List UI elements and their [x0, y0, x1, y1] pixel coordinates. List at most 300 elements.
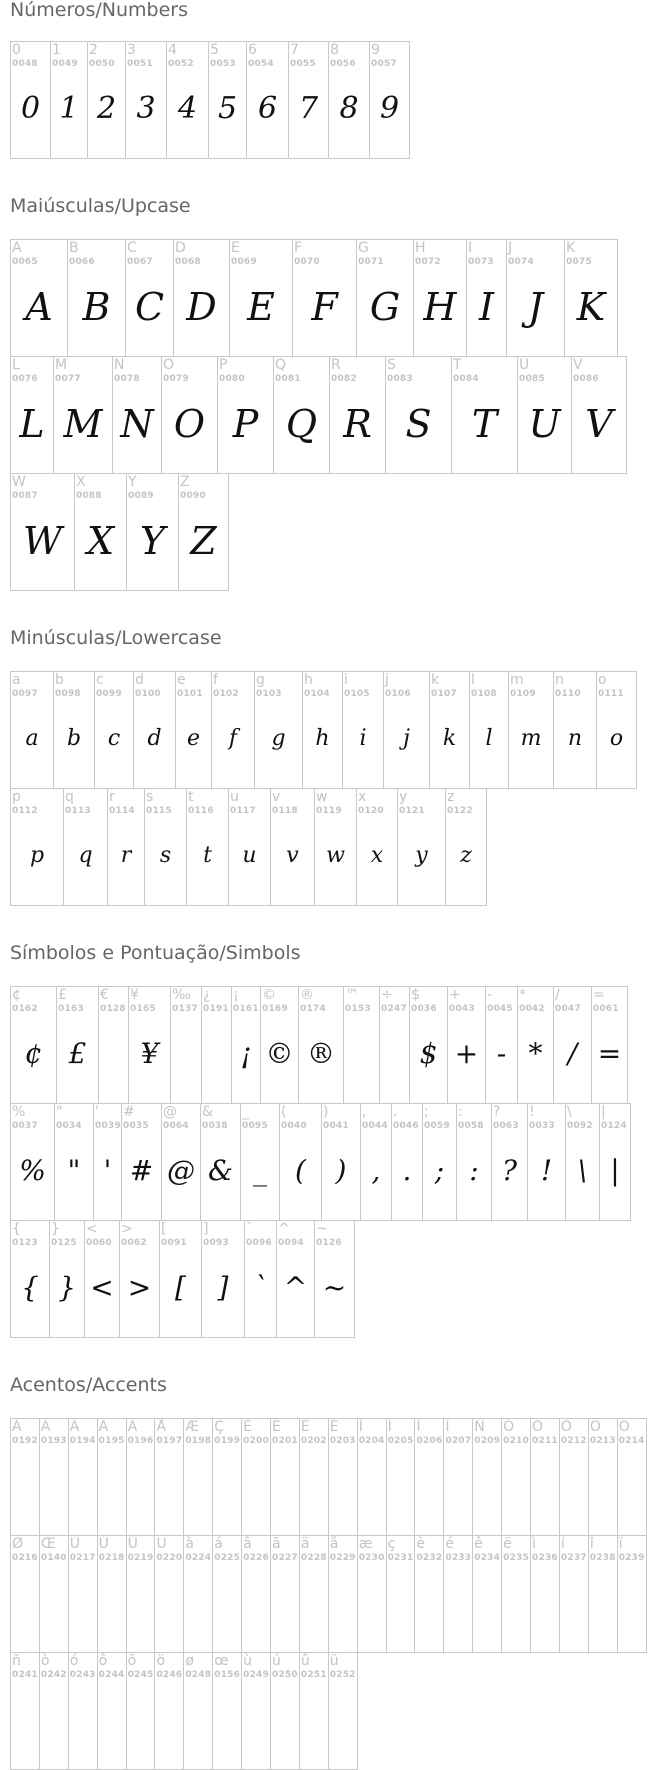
glyph-cell: [208, 41, 247, 159]
character-label: `: [246, 1221, 253, 1237]
character-code: 0116: [188, 806, 214, 816]
character-code: 0092: [567, 1121, 593, 1131]
character-code: 0235: [503, 1553, 529, 1563]
glyph-cell: [617, 1535, 647, 1653]
glyph-cell: [469, 671, 509, 789]
character-label: í: [560, 1536, 565, 1552]
character-code: 0065: [12, 257, 38, 267]
glyph-cell: [10, 1220, 50, 1338]
character-label: C: [127, 240, 137, 256]
character-code: 0204: [358, 1436, 385, 1446]
character-code: 0107: [431, 689, 457, 699]
glyph-cell: [93, 1103, 122, 1221]
character-label: [: [161, 1221, 167, 1237]
character-code: 0038: [202, 1121, 228, 1131]
character-code: 0037: [12, 1121, 38, 1131]
glyph-cell: [445, 788, 487, 906]
glyph-cell: [228, 788, 271, 906]
character-code: 0111: [598, 689, 624, 699]
glyph-cell: [491, 1103, 528, 1221]
glyph-cell: [212, 1418, 242, 1536]
glyph-cell: [559, 1535, 589, 1653]
glyph-cell: [186, 788, 229, 906]
glyph-cell: [413, 239, 467, 357]
character-label: <: [86, 1221, 98, 1237]
character-code: 0137: [172, 1004, 198, 1014]
glyph-cell: [456, 1103, 492, 1221]
character-label: å: [329, 1536, 339, 1552]
character-code: 0036: [411, 1004, 437, 1014]
character-label: N: [114, 357, 125, 373]
glyph-sample: R: [343, 402, 372, 447]
glyph-cell: [183, 1652, 213, 1770]
character-code: 0079: [163, 374, 189, 384]
character-code: 0069: [231, 257, 257, 267]
character-label: ù: [243, 1653, 252, 1669]
glyph-sample: .: [402, 1154, 412, 1188]
glyph-cell: [517, 356, 572, 474]
glyph-cell: [53, 671, 95, 789]
character-code: 0202: [300, 1436, 327, 1446]
character-label: !: [529, 1104, 535, 1120]
glyph-cell: [369, 41, 410, 159]
character-label: P: [219, 357, 228, 373]
glyph-cell: [98, 986, 129, 1104]
character-label: ú: [272, 1653, 281, 1669]
glyph-sample: E: [247, 285, 275, 330]
character-label: Ç: [214, 1419, 225, 1435]
glyph-cell: [414, 1418, 444, 1536]
glyph-cell: [201, 986, 232, 1104]
character-label: z: [447, 789, 455, 805]
glyph-sample: H: [423, 285, 457, 330]
character-label: ô: [98, 1653, 108, 1669]
glyph-cell: [201, 1220, 245, 1338]
glyph-cell: [343, 986, 380, 1104]
character-label: \: [567, 1104, 572, 1120]
glyph-sample: d: [147, 726, 162, 752]
character-code: 0080: [219, 374, 245, 384]
glyph-sample: c: [107, 726, 121, 752]
character-label: ^: [278, 1221, 290, 1237]
glyph-cell: [161, 1103, 201, 1221]
character-label: à: [185, 1536, 194, 1552]
character-code: 0233: [445, 1553, 472, 1563]
character-code: 0225: [214, 1553, 241, 1563]
character-code: 0128: [100, 1004, 126, 1014]
glyph-cell: [501, 1418, 531, 1536]
character-label: Q: [275, 357, 287, 373]
glyph-sample: B: [82, 285, 111, 330]
character-label: n: [555, 672, 564, 688]
character-code: 0112: [12, 806, 38, 816]
character-code: 0211: [532, 1436, 558, 1446]
glyph-cell: [260, 986, 299, 1104]
character-code: 0097: [12, 689, 38, 699]
character-code: 0227: [272, 1553, 298, 1563]
character-label: G: [358, 240, 369, 256]
glyph-cell: [530, 1535, 560, 1653]
glyph-cell: [588, 1535, 618, 1653]
character-label: ®: [300, 987, 314, 1003]
glyph-cell: [217, 356, 274, 474]
character-code: 0062: [121, 1238, 147, 1248]
character-code: 0098: [55, 689, 81, 699]
character-code: 0084: [453, 374, 479, 384]
character-label: á: [214, 1536, 223, 1552]
glyph-sample: y: [415, 843, 428, 869]
character-code: 0234: [474, 1553, 501, 1563]
character-code: 0165: [130, 1004, 156, 1014]
character-label: ã: [272, 1536, 281, 1552]
glyph-cell: [212, 1652, 242, 1770]
character-label: Œ: [40, 1536, 56, 1552]
glyph-cell: [386, 1535, 416, 1653]
glyph-sample: x: [370, 843, 384, 869]
character-label: V: [573, 357, 583, 373]
character-code: 0082: [331, 374, 357, 384]
glyph-sample: e: [186, 726, 201, 752]
glyph-cell: [292, 239, 357, 357]
glyph-cell: [128, 986, 171, 1104]
glyph-cell: [97, 1535, 127, 1653]
character-label: ä: [300, 1536, 310, 1552]
character-code: 0220: [156, 1553, 183, 1563]
glyph-sample: ~: [322, 1271, 347, 1305]
glyph-cell: [125, 239, 174, 357]
character-label: ;: [424, 1104, 429, 1120]
character-code: 0121: [399, 806, 425, 816]
character-code: 0114: [109, 806, 135, 816]
character-code: 0209: [474, 1436, 501, 1446]
glyph-sample: 9: [379, 91, 400, 127]
glyph-sample: {: [21, 1271, 39, 1305]
character-code: 0252: [329, 1670, 356, 1680]
character-label: Á: [40, 1419, 51, 1435]
character-code: 0093: [203, 1238, 229, 1248]
glyph-cell: [599, 1103, 631, 1221]
character-code: 0067: [127, 257, 153, 267]
glyph-cell: [328, 1652, 358, 1770]
glyph-sample: C: [134, 285, 165, 330]
glyph-sample: q: [78, 843, 93, 869]
character-code: 0236: [532, 1553, 558, 1563]
glyph-sample: G: [369, 285, 401, 330]
glyph-sample: r: [120, 843, 132, 869]
glyph-cell: [279, 1103, 322, 1221]
character-label: Ú: [98, 1536, 109, 1552]
glyph-cell: [527, 1103, 566, 1221]
glyph-sample: g: [271, 726, 286, 752]
character-code: 0249: [243, 1670, 269, 1680]
glyph-sample: %: [19, 1154, 46, 1188]
character-code: 0153: [345, 1004, 371, 1014]
glyph-sample: #: [129, 1154, 154, 1188]
character-code: 0230: [358, 1553, 385, 1563]
character-code: 0126: [316, 1238, 342, 1248]
character-label: w: [316, 789, 328, 805]
character-label: 7: [290, 42, 299, 58]
character-code: 0242: [40, 1670, 67, 1680]
character-code: 0212: [560, 1436, 587, 1446]
character-code: 0053: [210, 59, 236, 69]
character-label: Õ: [589, 1419, 601, 1435]
character-label: ‰: [172, 987, 191, 1003]
character-code: 0207: [445, 1436, 472, 1446]
character-code: 0200: [243, 1436, 269, 1446]
character-label: Æ: [185, 1419, 199, 1435]
character-code: 0054: [248, 59, 274, 69]
character-code: 0238: [589, 1553, 616, 1563]
character-label: r: [109, 789, 115, 805]
character-label: 6: [248, 42, 257, 58]
character-code: 0245: [127, 1670, 154, 1680]
character-code: 0035: [123, 1121, 149, 1131]
character-code: 0090: [180, 491, 206, 501]
glyph-cell: [506, 239, 565, 357]
character-label: (: [281, 1104, 287, 1120]
glyph-cell: [342, 671, 384, 789]
glyph-sample: K: [576, 285, 606, 330]
glyph-cell: [429, 671, 470, 789]
character-label: &: [202, 1104, 213, 1120]
glyph-cell: [10, 356, 54, 474]
glyph-sample: j: [403, 726, 410, 752]
glyph-sample: (: [295, 1154, 306, 1188]
character-label: À: [12, 1419, 22, 1435]
character-code: 0156: [214, 1670, 241, 1680]
glyph-cell: [356, 239, 414, 357]
character-code: 0118: [272, 806, 298, 816]
glyph-cell: [299, 1652, 329, 1770]
character-label: B: [69, 240, 79, 256]
character-label: Ö: [618, 1419, 630, 1435]
glyph-cell: [559, 1418, 589, 1536]
glyph-sample: >: [127, 1271, 152, 1305]
character-code: 0231: [387, 1553, 414, 1563]
character-label: v: [272, 789, 281, 805]
character-label: .: [393, 1104, 398, 1120]
character-code: 0066: [69, 257, 95, 267]
glyph-cell: [67, 239, 126, 357]
character-label: J: [508, 240, 513, 256]
glyph-cell: [302, 671, 343, 789]
character-code: 0087: [12, 491, 38, 501]
glyph-cell: [10, 239, 68, 357]
glyph-sample: ': [103, 1154, 112, 1188]
character-label: -: [487, 987, 493, 1003]
glyph-sample: ¥: [140, 1037, 159, 1071]
glyph-sample: S: [405, 402, 432, 447]
character-label: ¢: [12, 987, 21, 1003]
character-code: 0216: [12, 1553, 38, 1563]
character-label: î: [589, 1536, 594, 1552]
character-label: 0: [12, 42, 21, 58]
glyph-sample: t: [203, 843, 212, 869]
glyph-cell: [68, 1535, 98, 1653]
glyph-cell: [178, 473, 229, 591]
character-label: K: [566, 240, 576, 256]
character-label: Ø: [12, 1536, 24, 1552]
character-label: €: [100, 987, 109, 1003]
character-code: 0163: [58, 1004, 84, 1014]
glyph-sample: 0: [20, 91, 41, 127]
section-title: Maiúsculas/Upcase: [10, 195, 191, 217]
character-label: ]: [203, 1221, 209, 1237]
glyph-cell: [241, 1652, 271, 1770]
glyph-sample: i: [359, 726, 367, 752]
character-label: #: [123, 1104, 135, 1120]
character-label: Z: [180, 474, 190, 490]
glyph-sample: @: [167, 1154, 195, 1188]
character-label: Ê: [300, 1419, 310, 1435]
character-label: R: [331, 357, 341, 373]
glyph-sample: ©: [265, 1037, 294, 1071]
character-code: 0078: [114, 374, 140, 384]
glyph-sample: z: [460, 843, 472, 869]
character-label: p: [12, 789, 21, 805]
character-label: A: [12, 240, 22, 256]
character-code: 0048: [12, 59, 38, 69]
character-code: 0174: [300, 1004, 326, 1014]
glyph-cell: [10, 788, 64, 906]
character-label: Ñ: [474, 1419, 485, 1435]
glyph-cell: [126, 1652, 156, 1770]
glyph-cell: [53, 356, 113, 474]
glyph-cell: [357, 1418, 387, 1536]
character-label: â: [243, 1536, 252, 1552]
character-label: }: [51, 1221, 60, 1237]
character-code: 0061: [593, 1004, 619, 1014]
character-code: 0169: [262, 1004, 288, 1014]
character-label: h: [304, 672, 313, 688]
glyph-cell: [133, 671, 176, 789]
character-label: Ü: [156, 1536, 167, 1552]
section-title: Acentos/Accents: [10, 1374, 167, 1396]
character-code: 0192: [12, 1436, 38, 1446]
character-label: ê: [474, 1536, 483, 1552]
character-label: D: [175, 240, 186, 256]
character-code: 0244: [98, 1670, 125, 1680]
character-code: 0104: [304, 689, 330, 699]
glyph-sample: a: [25, 726, 39, 752]
glyph-cell: [125, 41, 167, 159]
glyph-sample: k: [442, 726, 457, 752]
character-code: 0102: [213, 689, 239, 699]
character-code: 0085: [519, 374, 545, 384]
character-code: 0044: [362, 1121, 388, 1131]
character-label: X: [76, 474, 86, 490]
glyph-sample: W: [22, 519, 63, 564]
character-label: +: [449, 987, 461, 1003]
character-label: ì: [532, 1536, 536, 1552]
character-label: ÷: [381, 987, 393, 1003]
glyph-sample: `: [253, 1271, 268, 1305]
glyph-sample: Q: [285, 402, 318, 447]
character-code: 0076: [12, 374, 38, 384]
glyph-cell: [385, 356, 452, 474]
glyph-cell: [183, 1535, 213, 1653]
character-label: i: [344, 672, 348, 688]
glyph-cell: [314, 1220, 355, 1338]
character-label: e: [177, 672, 186, 688]
glyph-cell: [74, 473, 127, 591]
glyph-cell: [617, 1418, 647, 1536]
glyph-cell: [414, 1535, 444, 1653]
character-label: L: [12, 357, 20, 373]
character-code: 0043: [449, 1004, 475, 1014]
glyph-sample: ": [67, 1154, 81, 1188]
glyph-sample: ?: [501, 1154, 517, 1188]
glyph-sample: 6: [257, 91, 278, 127]
glyph-cell: [10, 473, 75, 591]
glyph-cell: [553, 986, 592, 1104]
character-code: 0083: [387, 374, 413, 384]
character-code: 0161: [233, 1004, 259, 1014]
glyph-sample: ): [335, 1154, 347, 1188]
character-label: ø: [185, 1653, 194, 1669]
glyph-sample: ¢: [24, 1037, 43, 1071]
glyph-cell: [356, 788, 398, 906]
character-code: 0050: [89, 59, 115, 69]
glyph-cell: [39, 1535, 69, 1653]
glyph-sample: ;: [434, 1154, 445, 1188]
character-code: 0191: [203, 1004, 229, 1014]
character-label: W: [12, 474, 26, 490]
glyph-cell: [200, 1103, 241, 1221]
character-code: 0073: [468, 257, 494, 267]
glyph-cell: [422, 1103, 457, 1221]
glyph-cell: [466, 239, 507, 357]
glyph-cell: [63, 788, 108, 906]
glyph-cell: [154, 1535, 184, 1653]
character-code: 0195: [98, 1436, 125, 1446]
glyph-cell: [241, 1535, 271, 1653]
glyph-sample: Z: [190, 519, 217, 564]
character-label: 3: [127, 42, 136, 58]
glyph-sample: !: [540, 1154, 553, 1188]
character-label: ,: [362, 1104, 367, 1120]
glyph-cell: [246, 41, 289, 159]
glyph-cell: [270, 1418, 300, 1536]
glyph-sample: +: [454, 1037, 479, 1071]
character-label: ¡: [233, 987, 239, 1003]
character-code: 0246: [156, 1670, 183, 1680]
glyph-sample: s: [159, 843, 172, 869]
character-label: 5: [210, 42, 219, 58]
character-label: s: [146, 789, 154, 805]
character-label: Ô: [560, 1419, 572, 1435]
character-code: 0250: [272, 1670, 298, 1680]
glyph-sample: \: [577, 1154, 588, 1188]
glyph-cell: [68, 1652, 98, 1770]
character-label: q: [65, 789, 74, 805]
character-code: 0033: [529, 1121, 555, 1131]
character-code: 0070: [294, 257, 320, 267]
character-label: ¿: [203, 987, 211, 1003]
glyph-sample: 1: [59, 91, 79, 127]
glyph-sample: $: [419, 1037, 438, 1071]
glyph-cell: [443, 1535, 473, 1653]
character-code: 0095: [242, 1121, 268, 1131]
glyph-sample: _: [253, 1154, 267, 1188]
glyph-sample: &: [208, 1154, 233, 1188]
character-code: 0100: [135, 689, 161, 699]
glyph-sample: 5: [217, 91, 238, 127]
character-code: 0120: [358, 806, 384, 816]
glyph-cell: [107, 788, 145, 906]
glyph-cell: [485, 986, 518, 1104]
